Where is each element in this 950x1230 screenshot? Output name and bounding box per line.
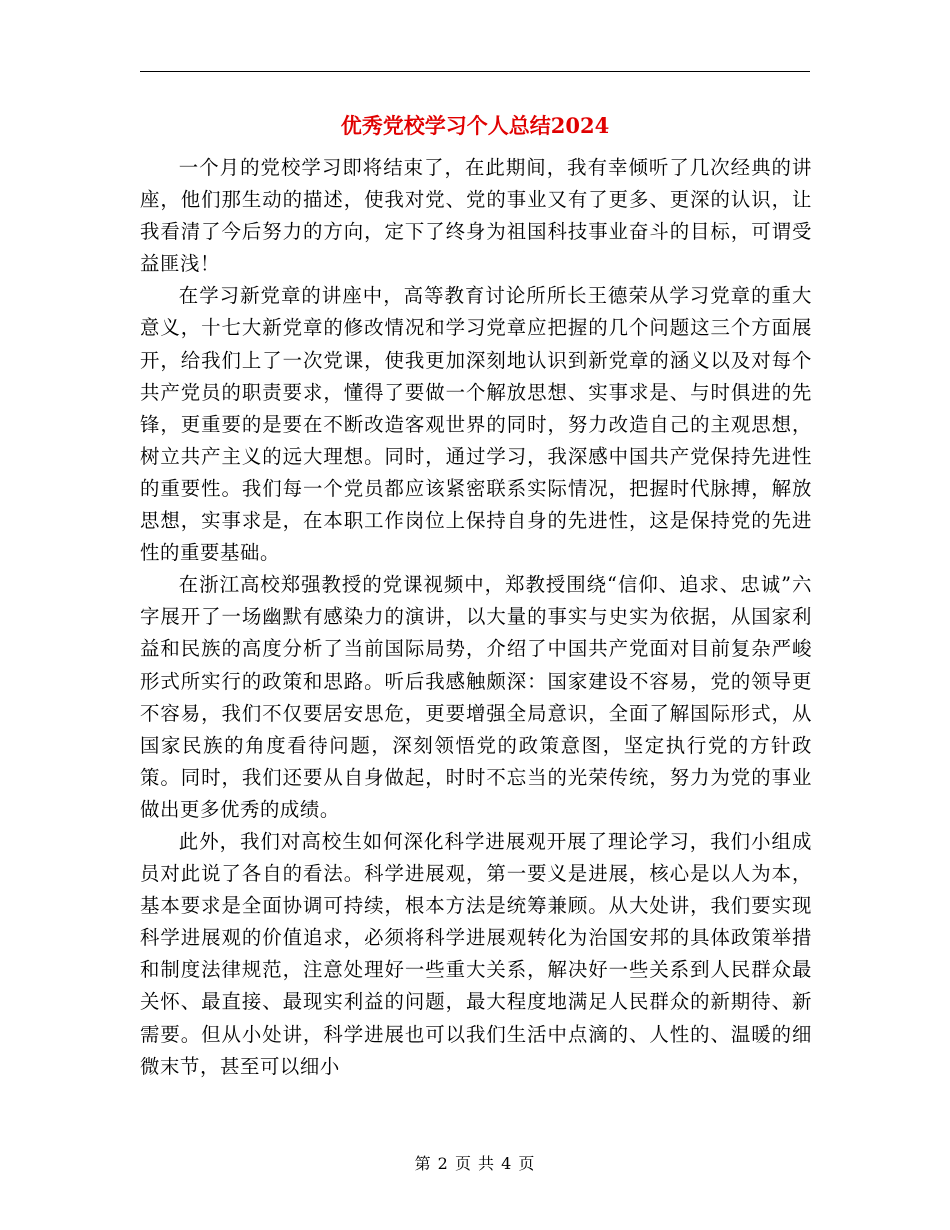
paragraph-2: 在学习新党章的讲座中，高等教育讨论所所长王德荣从学习党章的重大意义，十七大新党章的修改情况和学习党章应把握的几个问题这三个方面展开，给我们上了一次党课，使我更加深刻地认识到新党章的涵义以及对每个共产党员的职责要求，懂得了要做一个解放思想、实事求是、与时俱进的先锋，更重要的是要在不断改造客观世界的同时，努力改造自己的主观思想，树立共产主义的远大理想。同时，通过学习，我深感中国共产党保持先进性的重要性。我们每一个党员都应该紧密联系实际情况，把握时代脉搏，解放思想，实事求是，在本职工作岗位上保持自身的先进性，这是保持党的先进性的重要基础。 — [140, 284, 812, 565]
header-rule — [140, 71, 810, 72]
paragraph-1: 一个月的党校学习即将结束了，在此期间，我有幸倾听了几次经典的讲座，他们那生动的描述，使我对党、党的事业又有了更多、更深的认识，让我看清了今后努力的方向，定下了终身为祖国科技事业奋斗的目标，可谓受益匪浅！ — [140, 156, 812, 276]
paragraph-4: 此外，我们对高校生如何深化科学进展观开展了理论学习，我们小组成员对此说了各自的看法。科学进展观，第一要义是进展，核心是以人为本，基本要求是全面协调可持续，根本方法是统筹兼顾。从大处讲，我们要实现科学进展观的价值追求，必须将科学进展观转化为治国安邦的具体政策举措和制度法律规范，注意处理好一些重大关系，解决好一些关系到人民群众最关怀、最直接、最现实利益的问题，最大程度地满足人民群众的新期待、新需要。但从小处讲，科学进展也可以我们生活中点滴的、人性的、温暖的细微末节，甚至可以细小 — [140, 829, 812, 1078]
document-title: 优秀党校学习个人总结2024 — [340, 113, 610, 138]
paragraph-3: 在浙江高校郑强教授的党课视频中，郑教授围绕“信仰、追求、忠诚”六字展开了一场幽默有感染力的演讲，以大量的事实与史实为依据，从国家利益和民族的高度分析了当前国际局势，介绍了中国共产党面对目前复杂严峻形式所实行的政策和思路。听后我感触颇深：国家建设不容易，党的领导更不容易，我们不仅要居安思危，更要增强全局意识，全面了解国际形式，从国家民族的角度看待问题，深刻领悟党的政策意图，坚定执行党的方针政策。同时，我们还要从自身做起，时时不忘当的光荣传统，努力为党的事业做出更多优秀的成绩。 — [140, 573, 812, 821]
page-number-footer: 第 2 页 共 4 页 — [414, 1154, 536, 1173]
document-body — [140, 152, 812, 1083]
